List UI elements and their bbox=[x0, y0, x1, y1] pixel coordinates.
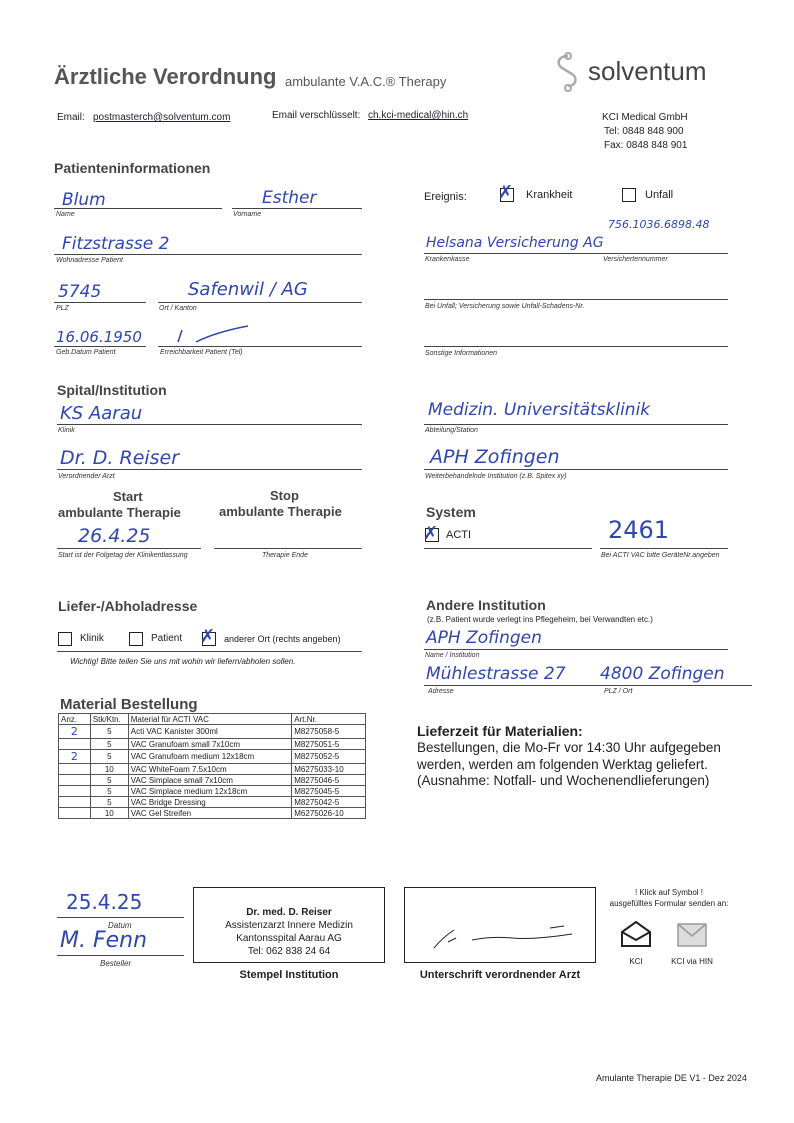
vers-nr-label: Versichertennummer bbox=[603, 256, 668, 263]
envelope-icon bbox=[620, 920, 652, 948]
therapie-start[interactable]: 26.4.25 bbox=[78, 525, 151, 547]
plz-line bbox=[54, 302, 146, 303]
liefer-anderer-check-mark: ✗ bbox=[200, 626, 216, 647]
solventum-logo bbox=[548, 52, 738, 92]
start-label: Start ist der Folgetag der Klinikentlassung bbox=[58, 552, 188, 559]
patient-name[interactable]: Blum bbox=[62, 190, 106, 210]
material-row bbox=[59, 725, 366, 739]
material-stk-cell: 5 bbox=[90, 725, 128, 739]
material-stk-cell: 5 bbox=[90, 750, 128, 764]
sonstige-label: Sonstige Informationen bbox=[425, 350, 497, 357]
datum-value[interactable]: 25.4.25 bbox=[66, 890, 143, 914]
material-artnr-cell: M6275026-10 bbox=[292, 808, 366, 819]
unfall-line bbox=[424, 299, 728, 300]
company-name: KCI Medical GmbH bbox=[602, 112, 688, 123]
stempel-label: Stempel Institution bbox=[239, 969, 339, 981]
krankheit-check-mark: ✗ bbox=[498, 182, 514, 203]
abteilung-value[interactable]: Medizin. Universitätsklinik bbox=[428, 400, 651, 420]
logo-text: solventum bbox=[588, 56, 707, 86]
datum-label: Datum bbox=[108, 921, 132, 930]
adresse-line bbox=[54, 254, 362, 255]
geb-line bbox=[54, 346, 146, 347]
vorname-label: Vorname bbox=[233, 211, 262, 218]
liefer-note: Wichtig! Bitte teilen Sie uns mit wohin wir liefern/abholen sollen. bbox=[70, 657, 296, 666]
material-artnr-cell: M8275042-5 bbox=[292, 797, 366, 808]
system-line bbox=[424, 548, 592, 549]
weiter-value[interactable]: APH Zofingen bbox=[430, 446, 560, 468]
material-name-cell: VAC Granufoam medium 12x18cm bbox=[128, 750, 292, 764]
besteller-signature[interactable]: M. Fenn bbox=[60, 928, 148, 953]
adresse-label: Wohnadresse Patient bbox=[56, 257, 123, 264]
kasse-label: Krankenkasse bbox=[425, 256, 470, 263]
material-artnr-cell: M8275052-5 bbox=[292, 750, 366, 764]
start-heading-2: ambulante Therapie bbox=[58, 505, 181, 520]
geb-label: Geb.Datum Patient bbox=[56, 349, 116, 356]
unterschrift-label: Unterschrift verordnender Arzt bbox=[419, 969, 581, 981]
lieferzeit-line-2: werden, werden am folgenden Werktag geliefert. bbox=[417, 757, 708, 772]
material-stk-cell: 5 bbox=[90, 786, 128, 797]
start-line bbox=[57, 548, 201, 549]
company-tel: Tel: 0848 848 900 bbox=[604, 126, 684, 137]
geraet-label: Bei ACTI VAC bitte GeräteNr.angeben bbox=[601, 552, 720, 559]
email-encrypted-link[interactable]: ch.kci-medical@hin.ch bbox=[368, 110, 469, 121]
geraet-line bbox=[600, 548, 728, 549]
company-fax: Fax: 0848 848 901 bbox=[604, 140, 688, 151]
material-anz-cell[interactable] bbox=[59, 808, 91, 819]
material-stk-cell: 10 bbox=[90, 764, 128, 775]
form-subtitle: ambulante V.A.C.® Therapy bbox=[285, 74, 447, 89]
material-anz-cell[interactable] bbox=[59, 797, 91, 808]
ort-line bbox=[158, 302, 362, 303]
andere-plz-ort-label: PLZ / Ort bbox=[604, 688, 633, 695]
liefer-patient-checkbox[interactable] bbox=[129, 632, 143, 646]
material-row bbox=[59, 808, 366, 819]
material-name-cell: VAC Bridge Dressing bbox=[128, 797, 292, 808]
arzt-line bbox=[57, 469, 362, 470]
material-anz-cell[interactable] bbox=[59, 775, 91, 786]
material-stk-cell: 5 bbox=[90, 739, 128, 750]
material-name-cell: VAC Granufoam small 7x10cm bbox=[128, 739, 292, 750]
email-encrypted-label: Email verschlüsselt: bbox=[272, 110, 361, 121]
klinik-value[interactable]: KS Aarau bbox=[60, 403, 143, 424]
institution-line bbox=[424, 649, 728, 650]
material-name-cell: VAC Simplace small 7x10cm bbox=[128, 775, 292, 786]
lieferzeit-line-1: Bestellungen, die Mo-Fr vor 14:30 Uhr aufgegeben bbox=[417, 740, 721, 755]
material-name-cell: Acti VAC Kanister 300ml bbox=[128, 725, 292, 739]
liefer-anderer-label: anderer Ort (rechts angeben) bbox=[224, 634, 341, 644]
andere-section-title: Andere Institution bbox=[426, 597, 546, 613]
ereignis-label: Ereignis: bbox=[424, 191, 467, 203]
kci-mail-button[interactable] bbox=[620, 920, 652, 948]
besteller-label: Besteller bbox=[100, 959, 132, 968]
kasse-line bbox=[424, 253, 728, 254]
klinik-label: Klinik bbox=[58, 427, 75, 434]
material-row bbox=[59, 764, 366, 775]
material-stk-cell: 5 bbox=[90, 797, 128, 808]
vorname-line bbox=[232, 208, 362, 209]
arzt-signature bbox=[432, 920, 582, 950]
tel-strike-mark bbox=[176, 324, 256, 344]
material-section-title: Material Bestellung bbox=[60, 696, 198, 713]
liefer-line bbox=[57, 651, 362, 652]
kci-hin-label: KCI via HIN bbox=[671, 957, 713, 966]
liefer-patient-label: Patient bbox=[151, 633, 183, 644]
datum-line bbox=[57, 917, 184, 918]
patient-geburtsdatum[interactable]: 16.06.1950 bbox=[56, 328, 142, 346]
tel-label: Erreichbarkeit Patient (Tel) bbox=[160, 349, 243, 356]
logo-mark-icon bbox=[548, 52, 588, 92]
patient-vorname[interactable]: Esther bbox=[262, 188, 317, 208]
material-row bbox=[59, 786, 366, 797]
kci-hin-mail-button[interactable] bbox=[676, 920, 708, 948]
patient-adresse[interactable]: Fitzstrasse 2 bbox=[62, 234, 170, 254]
liefer-klinik-label: Klinik bbox=[80, 633, 104, 644]
patient-plz[interactable]: 5745 bbox=[58, 282, 102, 302]
abteilung-label: Abteilung/Station bbox=[425, 427, 478, 434]
material-header-row bbox=[59, 714, 366, 725]
krankheit-label: Krankheit bbox=[526, 189, 573, 201]
system-section-title: System bbox=[426, 504, 476, 520]
acti-check-mark: ✗ bbox=[423, 523, 439, 544]
start-heading-1: Start bbox=[113, 489, 143, 504]
klinik-line bbox=[57, 424, 362, 425]
unfall-label: Unfall bbox=[645, 189, 674, 201]
spital-section-title: Spital/Institution bbox=[57, 382, 167, 398]
liefer-section-title: Liefer-/Abholadresse bbox=[58, 598, 198, 614]
ort-label: Ort / Kanton bbox=[159, 305, 197, 312]
material-stk-cell: 10 bbox=[90, 808, 128, 819]
acti-label: ACTI bbox=[446, 529, 472, 541]
material-row bbox=[59, 739, 366, 750]
stamp-line-3: Kantonsspital Aarau AG bbox=[236, 933, 342, 944]
tel-line bbox=[158, 346, 362, 347]
patient-ort[interactable]: Safenwil / AG bbox=[188, 279, 308, 300]
version-footer: Amulante Therapie DE V1 - Dez 2024 bbox=[596, 1073, 747, 1083]
email-label: Email: bbox=[57, 112, 85, 123]
material-artnr-cell: M6275033-10 bbox=[292, 764, 366, 775]
material-artnr-cell: M8275046-5 bbox=[292, 775, 366, 786]
stop-heading-2: ambulante Therapie bbox=[219, 504, 342, 519]
material-anz-cell[interactable] bbox=[59, 786, 91, 797]
header-anz: Anz. bbox=[59, 714, 91, 725]
email-link[interactable]: postmasterch@solventum.com bbox=[93, 112, 231, 123]
header-stk: Stk/Ktn. bbox=[90, 714, 128, 725]
material-row bbox=[59, 797, 366, 808]
send-hint: ausgefülltes Formular senden an: bbox=[609, 899, 729, 908]
plz-label: PLZ bbox=[56, 305, 69, 312]
besteller-line bbox=[57, 955, 184, 956]
liefer-klinik-checkbox[interactable] bbox=[58, 632, 72, 646]
andere-adresse-line bbox=[424, 685, 752, 686]
material-row bbox=[59, 750, 366, 764]
patient-section-title: Patienteninformationen bbox=[54, 160, 211, 176]
material-stk-cell: 5 bbox=[90, 775, 128, 786]
material-anz-cell[interactable] bbox=[59, 739, 91, 750]
header-artnr: Art.Nr. bbox=[292, 714, 366, 725]
abteilung-line bbox=[424, 424, 728, 425]
weiter-line bbox=[424, 469, 728, 470]
material-row bbox=[59, 775, 366, 786]
institution-label: Name / Institution bbox=[425, 652, 480, 659]
material-name-cell: VAC Gel Streifen bbox=[128, 808, 292, 819]
geraet-nummer[interactable]: 2461 bbox=[608, 516, 670, 544]
material-artnr-cell: M8275058-5 bbox=[292, 725, 366, 739]
andere-plz-ort[interactable]: 4800 Zofingen bbox=[600, 664, 725, 684]
unfall-info-label: Bei Unfall; Versicherung sowie Unfall-Schadens-Nr. bbox=[425, 303, 585, 310]
arzt-label: Verordnender Arzt bbox=[58, 473, 115, 480]
material-anz-cell[interactable] bbox=[59, 764, 91, 775]
material-artnr-cell: M8275051-5 bbox=[292, 739, 366, 750]
sonstige-line bbox=[424, 346, 728, 347]
andere-adresse-label: Adresse bbox=[428, 688, 454, 695]
weiter-label: Weiterbehandelnde Institution (z.B. Spitex xy) bbox=[425, 473, 567, 480]
envelope-hin-icon bbox=[676, 920, 708, 948]
krankenkasse[interactable]: Helsana Versicherung AG bbox=[426, 235, 604, 251]
ende-line bbox=[214, 548, 362, 549]
andere-adresse[interactable]: Mühlestrasse 27 bbox=[426, 664, 566, 684]
lieferzeit-title: Lieferzeit für Materialien: bbox=[417, 723, 583, 739]
andere-subtitle: (z.B. Patient wurde verlegt ins Pflegeheim, bei Verwandten etc.) bbox=[427, 615, 653, 624]
material-name-cell: VAC Simplace medium 12x18cm bbox=[128, 786, 292, 797]
arzt-value[interactable]: Dr. D. Reiser bbox=[60, 447, 180, 469]
material-anz-cell[interactable]: 2 bbox=[59, 725, 91, 739]
stamp-line-2: Assistenzarzt Innere Medizin bbox=[225, 920, 353, 931]
material-artnr-cell: M8275045-5 bbox=[292, 786, 366, 797]
andere-institution[interactable]: APH Zofingen bbox=[426, 628, 542, 648]
lieferzeit-line-3: (Ausnahme: Notfall- und Wochenendlieferungen) bbox=[417, 773, 710, 788]
versichertennummer[interactable]: 756.1036.6898.48 bbox=[608, 218, 710, 231]
material-name-cell: VAC WhiteFoam 7.5x10cm bbox=[128, 764, 292, 775]
material-table bbox=[58, 713, 366, 819]
header-material: Material für ACTI VAC bbox=[128, 714, 292, 725]
ende-label: Therapie Ende bbox=[262, 552, 308, 559]
stamp-line-4: Tel: 062 838 24 64 bbox=[247, 946, 331, 957]
stamp-line-1: Dr. med. D. Reiser bbox=[246, 907, 332, 918]
form-title: Ärztliche Verordnung bbox=[54, 64, 277, 89]
kci-label: KCI bbox=[629, 957, 643, 966]
unfall-checkbox[interactable] bbox=[622, 188, 636, 202]
name-label: Name bbox=[56, 211, 75, 218]
stop-heading-1: Stop bbox=[270, 488, 299, 503]
klick-hint: ! Klick auf Symbol ! bbox=[634, 888, 704, 897]
material-anz-cell[interactable]: 2 bbox=[59, 750, 91, 764]
